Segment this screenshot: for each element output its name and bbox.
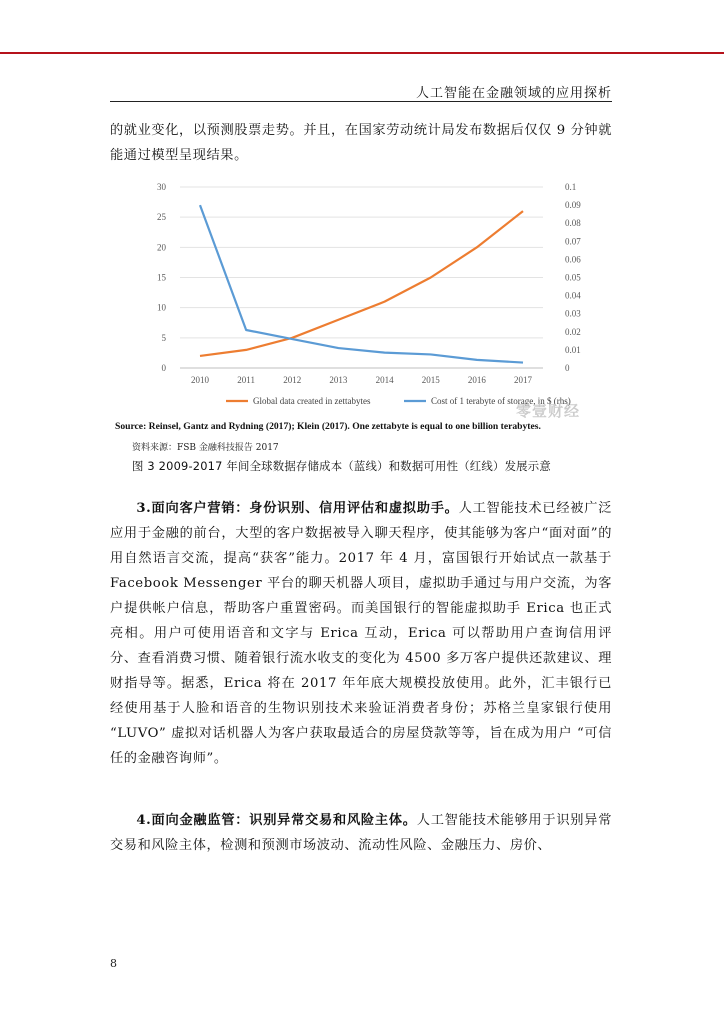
paragraph-2-body: 人工智能技术已经被广泛应用于金融的前台，大型的客户数据被导入聊天程序，使其能够为客户“面对面”的用自然语言交流，提高“获客”能力。2017 年 4 月，富国银行开始试点一款基于 Facebook Messenger 平台的聊天机器人项目，虚拟助手通过与用户交流，为客户提供帐户信息，帮助客户重置密码。而美国银行的智能虚拟助手 Erica 也正式亮相。用户可使用语音和文字与 Erica 互动，Erica 可以帮助用户查询信用评分、查看消费习惯、随着银行流水收支的变化为 4500 多万客户提供还款建议、理财指导等。据悉，Erica 将在 2017 年年底大规模投放使用。此外，汇丰银行已经使用基于人脸和语音的生物识别技术来验证消费者身份；苏格兰皇家银行使用 “LUVO” 虚拟对话机器人为客户获取最适合的房屋贷款等等，旨在成为用户 “可信任的金融咨询师”。 xyxy=(110,501,612,766)
x-tick-label: 2015 xyxy=(421,375,440,385)
y-right-tick-label: 0.05 xyxy=(565,272,581,283)
legend-entry: Cost of 1 terabyte of storage, in $ (rhs) xyxy=(431,396,571,406)
y-right-tick-label: 0.01 xyxy=(565,344,581,355)
data-created-series-line xyxy=(200,211,523,356)
x-tick-label: 2010 xyxy=(191,375,209,385)
storage-cost-series-line xyxy=(200,205,523,362)
y-right-tick-label: 0.1 xyxy=(565,182,577,192)
x-tick-label: 2014 xyxy=(375,375,394,385)
paragraph-1: 的就业变化，以预测股票走势。并且，在国家劳动统计局发布数据后仅仅 9 分钟就能通过模型呈现结果。 xyxy=(110,123,612,163)
y-left-tick-label: 25 xyxy=(157,212,166,223)
y-left-tick-label: 5 xyxy=(161,332,166,343)
line-chart xyxy=(138,181,598,436)
x-tick-label: 2012 xyxy=(283,375,302,385)
y-left-tick-label: 0 xyxy=(161,363,166,373)
y-left-tick-label: 20 xyxy=(157,242,166,253)
y-right-tick-label: 0.04 xyxy=(565,290,581,301)
x-tick-label: 2013 xyxy=(329,375,348,385)
figure-caption: 图 3 2009-2017 年间全球数据存储成本（蓝线）和数据可用性（红线）发展示意 xyxy=(132,459,551,473)
page-number: 8 xyxy=(110,957,117,970)
paragraph-3-heading: 4.面向金融监管：识别异常交易和风险主体。 xyxy=(136,813,417,828)
watermark-logo: 零壹财经 xyxy=(516,402,581,420)
top-red-rule xyxy=(0,52,724,54)
paragraph-3-body: 人工智能技术能够用于识别异常交易和风险主体，检测和预测市场波动、流动性风险、金融压力、房价、 xyxy=(110,813,612,853)
y-right-tick-label: 0 xyxy=(565,363,570,373)
x-tick-label: 2011 xyxy=(237,375,255,385)
figure-chart xyxy=(138,181,598,436)
data-source-note: 资料来源：FSB 金融科技报告 2017 xyxy=(132,443,279,453)
paragraph-2-heading: 3.面向客户营销：身份识别、信用评估和虚拟助手。 xyxy=(136,501,459,516)
chart-source-note: Source: Reinsel, Gantz and Rydning (2017); Klein (2017). One zettabyte is equal to one billion terabytes. xyxy=(115,421,541,432)
y-right-tick-label: 0.08 xyxy=(565,218,581,229)
y-right-tick-label: 0.07 xyxy=(565,236,581,247)
y-left-tick-label: 30 xyxy=(157,182,166,192)
paragraph-3 xyxy=(110,808,612,858)
y-right-tick-label: 0.06 xyxy=(565,254,581,265)
running-header: 人工智能在金融领域的应用探析 xyxy=(415,86,612,101)
paragraph-2 xyxy=(110,496,612,771)
legend-entry: Global data created in zettabytes xyxy=(253,396,371,406)
x-tick-label: 2017 xyxy=(514,375,532,385)
y-left-tick-label: 10 xyxy=(157,302,166,313)
header-rule xyxy=(110,101,612,102)
y-right-tick-label: 0.09 xyxy=(565,200,581,211)
y-left-tick-label: 15 xyxy=(157,272,166,283)
y-right-tick-label: 0.02 xyxy=(565,326,581,337)
x-tick-label: 2016 xyxy=(467,375,486,385)
y-right-tick-label: 0.03 xyxy=(565,308,581,319)
